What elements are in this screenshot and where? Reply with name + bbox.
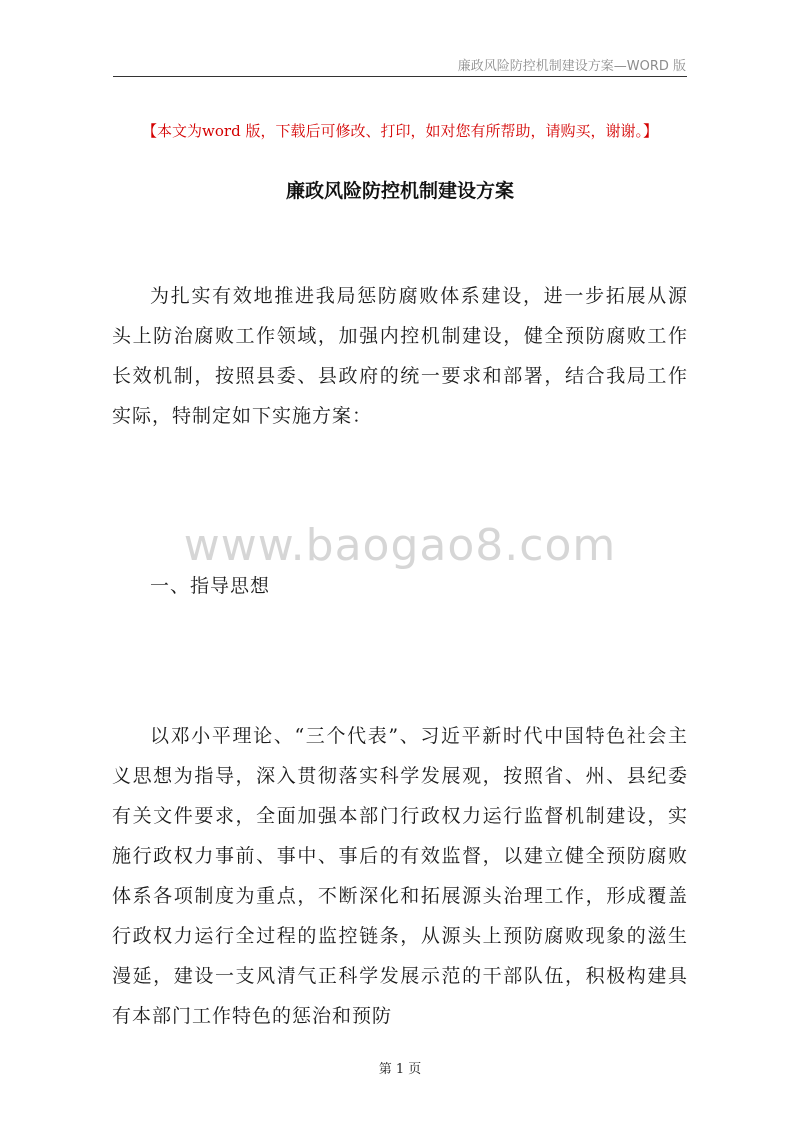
header-rule — [113, 76, 687, 77]
section-body-paragraph: 以邓小平理论、“三个代表”、习近平新时代中国特色社会主义思想为指导，深入贯彻落实科学发展观，按照省、州、县纪委有关文件要求，全面加强本部门行政权力运行监督机制建设，实施行政权力事前、事中、事后的有效监督，以建立健全预防腐败体系各项制度为重点，不断深化和拓展源头治理工作，形成覆盖行政权力运行全过程的监控链条，从源头上预防腐败现象的滋生漫延，建设一支风清气正科学发展示范的干部队伍，积极构建具有本部门工作特色的惩治和预防 — [112, 725, 688, 1027]
purchase-notice: 【本文为word 版，下载后可修改、打印，如对您有所帮助，请购买，谢谢。】 — [142, 122, 658, 140]
watermark: www.baogao8.com — [183, 520, 617, 571]
intro-paragraph: 为扎实有效地推进我局惩防腐败体系建设，进一步拓展从源头上防治腐败工作领域，加强内控机制建设，健全预防腐败工作长效机制，按照县委、县政府的统一要求和部署，结合我局工作实际，特制定如下实施方案： — [112, 285, 688, 427]
running-header: 廉政风险防控机制建设方案—WORD 版 — [457, 59, 686, 74]
document-title: 廉政风险防控机制建设方案 — [285, 180, 514, 202]
page-number: 第 1 页 — [378, 1062, 422, 1077]
section-heading-guiding-ideology: 一、指导思想 — [150, 575, 271, 597]
